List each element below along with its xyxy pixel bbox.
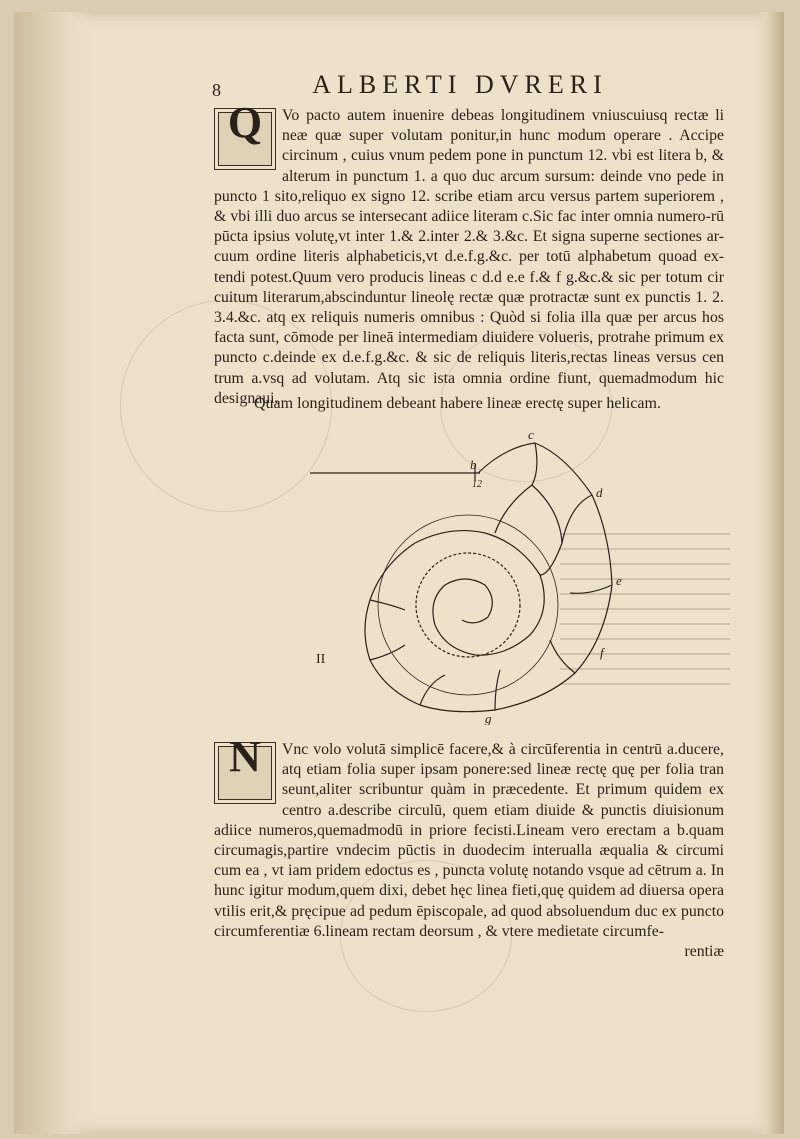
label-b: b	[470, 457, 477, 472]
label-f: f	[600, 645, 604, 660]
page-edge	[754, 12, 784, 1134]
label-d: d	[596, 485, 603, 500]
leaf-arc	[495, 485, 562, 575]
volute-spiral	[365, 443, 612, 712]
decorated-initial-n: N	[214, 742, 276, 804]
label-c: c	[528, 427, 534, 442]
label-e: e	[616, 573, 622, 588]
label-12: 12	[472, 479, 482, 490]
page-header	[200, 70, 720, 100]
catchword: rentiæ	[684, 943, 724, 961]
paragraph-2	[214, 732, 724, 962]
label-g: g	[485, 711, 492, 725]
volute-diagram	[300, 425, 630, 725]
paragraph-1-text: Vo pacto autem inuenire debeas longitudinem vniuscuiusq rectæ li neæ quæ super volutam ponitur,in hunc modum operare . Accipe circinum , cuius vnum pedem pone in punctum 12. vbi est litera b, & alterum in punctum 1. a quo duc arcum sursum: deinde vno pede in puncto 1 sito,reliquo ex signo 12. scribe etiam arcu versus partem superiorem , & vbi illi duo arcus se intersecant adiice literam c.Sic fac inter omnia numero-rū pūcta ipsius volutę,vt inter 1.& 2.inter 2.& 3.&c. Et signa superne sectiones ar-cuum ordine literis alphabeticis,vt d.e.f.g.&c. per totū alphabetum quoad ex-tendi potest.Quum vero producis lineas c d.d e.e f.& f g.&c.& sic per totum cir cuitum literarum,abscinduntur lineolę rectæ quæ protractæ sunt ex punctis 1. 2. 3.4.&c. atq ex reliquis numeris omnibus : Quòd si folia illa quæ per arcus hos facta sunt, cōmode per lineā intermediam diuidere volueris, protrahe primum ex puncto c.deinde ex d.e.f.g.&c. & sic de reliquis literis,rectas lineas versus cen trum a.vsq ad volutam. Atq sic ista omnia ordine fiunt, quemadmodum hic designaui.	[214, 107, 724, 407]
page-gutter	[14, 12, 94, 1134]
label-II: II	[316, 652, 326, 667]
paragraph-2-text: Vnc volo volutā simplicē facere,& à circūferentia in centrū a.ducere, atq etiam folia super ipsam ponere:sed lineæ rectę quę per folia tran seunt,aliter scribuntur quàm in præcedente. Et primum quidem ex centro a.describe circulū, quem etiam diuide & punctis diuisionum adiice numeros,quemadmodū in priore fecisti.Lineam vero erectam a b.quam circumagis,partire vndecim pūctis in duodecim interualla æqualia & circumi cum ea , vt iam pridem edoctus es , puncta volutę notando vsque ad cētrum a. In hunc igitur modum,quem dixi, debet hęc linea fieti,quę quidem ad diuersa opera vtilis erit,& pręcipue ad pedum ēpiscopale, ad quod absoluendum duc ex puncto circumferentiæ 6.lineam rectam deorsum , & vtere medietate circumfe-	[214, 741, 724, 940]
folio-number: 8	[212, 80, 221, 100]
decorated-initial-q: Q	[214, 108, 276, 170]
paragraph-1	[214, 98, 724, 409]
running-title: ALBERTI DVRERI	[312, 70, 608, 99]
figure-caption: Quam longitudinem debeant habere lineæ erectę super helicam.	[254, 395, 661, 412]
